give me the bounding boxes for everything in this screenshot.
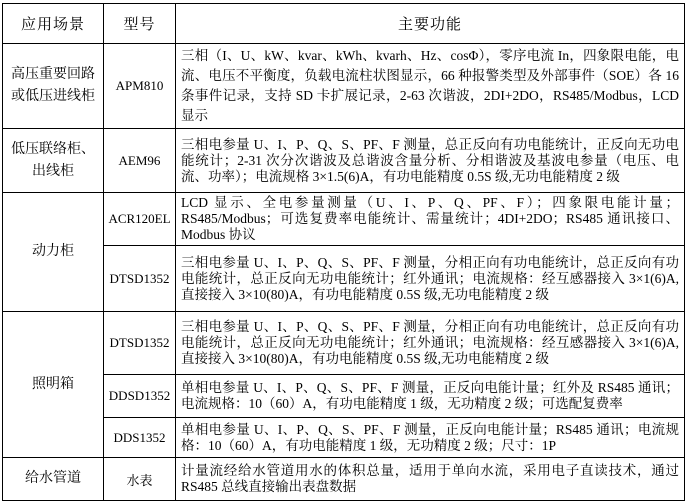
functions-cell: 计量流经给水管道用水的体积总量，适用于单向水流，采用电子直读技术，通过 RS485 总线直接输出表盘数据 bbox=[176, 458, 685, 501]
functions-cell: 三相（I、U、kW、kvar、kWh、kvarh、Hz、cosΦ），零序电流 In，四象限电能，电流、电压不平衡度，负载电流柱状图显示，66 种报警类型及外部事件（SOE）各 16 条事件记录，支持 SD 卡扩展记录，2-63 次谐波，2DI+2DO，RS485/Modbus，LCD 显示 bbox=[176, 44, 685, 129]
model-cell: APM810 bbox=[104, 44, 176, 129]
model-cell: 水表 bbox=[104, 458, 176, 501]
header-cell-scenario: 应用场景 bbox=[3, 4, 104, 44]
scenario-cell: 动力柜 bbox=[3, 193, 104, 312]
functions-cell: 三相电参量 U、I、P、Q、S、PF、F 测量，总正反向有功电能统计，正反向无功电能统计；2-31 次分次谐波及总谐波含量分析、分相谐波及基波电参量（电压、电流、功率）；电流规格 3×1.5(6)A，有功电能精度 0.5S 级,无功电能精度 2 级 bbox=[176, 129, 685, 193]
header-row bbox=[3, 4, 685, 44]
table-row bbox=[3, 312, 685, 375]
model-cell: ACR120EL bbox=[104, 193, 176, 246]
table-row bbox=[3, 44, 685, 129]
model-cell: AEM96 bbox=[104, 129, 176, 193]
table-row bbox=[3, 246, 685, 312]
functions-cell: 三相电参量 U、I、P、Q、S、PF、F 测量，分相正向有功电能统计，总正反向有功电能统计，总正反向无功电能统计；红外通讯；电流规格：经互感器接入 3×1(6)A,直接接入 3×10(80)A，有功电能精度 0.5S 级,无功电能精度 2 级 bbox=[176, 246, 685, 312]
table-row bbox=[3, 375, 685, 418]
model-cell: DTSD1352 bbox=[104, 246, 176, 312]
model-cell: DDSD1352 bbox=[104, 375, 176, 418]
scenario-cell: 高压重要回路或低压进线柜 bbox=[3, 44, 104, 129]
model-cell: DDS1352 bbox=[104, 418, 176, 458]
header-cell-model: 型号 bbox=[104, 4, 176, 44]
functions-cell: LCD 显示、全电参量测量（U、I、P、Q、PF、F）；四象限电能计量；RS485/Modbus；可选复费率电能统计、需量统计；4DI+2DO；RS485 通讯接口、Modbus 协议 bbox=[176, 193, 685, 246]
table-row bbox=[3, 193, 685, 246]
product-selection-table-wrap bbox=[2, 3, 685, 501]
table-row bbox=[3, 418, 685, 458]
functions-cell: 单相电参量 U、I、P、Q、S、PF、F 测量，正反向电能计量；RS485 通讯；电流规格：10（60）A，有功电能精度 1 级，无功精度 2 级；尺寸：1P bbox=[176, 418, 685, 458]
functions-cell: 单相电参量 U、I、P、Q、S、PF、F 测量，正反向电能计量；红外及 RS485 通讯；电流规格：10（60）A，有功电能精度 1 级，无功精度 2 级；可选配复费率 bbox=[176, 375, 685, 418]
functions-cell: 三相电参量 U、I、P、Q、S、PF、F 测量，分相正向有功电能统计，总正反向有功电能统计，总正反向无功电能统计；红外通讯；电流规格：经互感器接入 3×1(6)A,直接接入 3×10(80)A，有功电能精度 0.5S 级,无功电能精度 2 级 bbox=[176, 312, 685, 375]
scenario-cell: 低压联络柜、出线柜 bbox=[3, 129, 104, 193]
table-row bbox=[3, 458, 685, 501]
scenario-cell: 照明箱 bbox=[3, 312, 104, 458]
table-row bbox=[3, 129, 685, 193]
product-selection-table bbox=[2, 3, 685, 501]
header-cell-functions: 主要功能 bbox=[176, 4, 685, 44]
model-cell: DTSD1352 bbox=[104, 312, 176, 375]
scenario-cell: 给水管道 bbox=[3, 458, 104, 501]
